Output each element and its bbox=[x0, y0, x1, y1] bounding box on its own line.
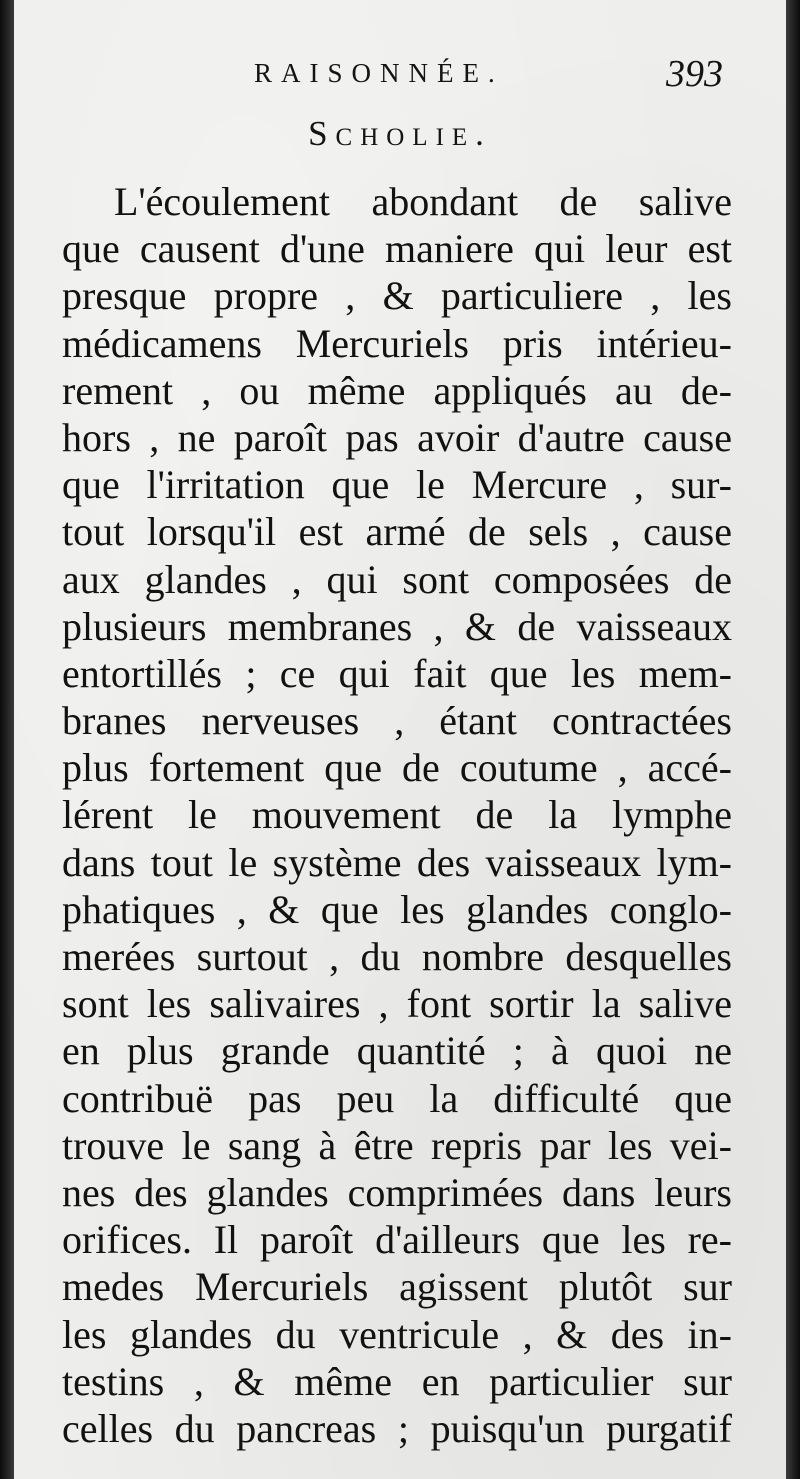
body-text bbox=[62, 178, 732, 1452]
book-page bbox=[14, 0, 786, 1479]
text-line: les glandes du ventricule , & des in- bbox=[62, 1311, 732, 1357]
running-head: RAISONNÉE. bbox=[254, 58, 504, 88]
page-gutter-right bbox=[786, 0, 800, 1479]
text-line: contribuë pas peu la difficulté que bbox=[62, 1075, 732, 1121]
text-line: en plus grande quantité ; à quoi ne bbox=[62, 1028, 732, 1074]
page-gutter-left bbox=[0, 0, 14, 1479]
text-line: entortillés ; ce qui fait que les mem- bbox=[62, 650, 732, 696]
text-line: médicamens Mercuriels pris intérieu- bbox=[62, 320, 732, 366]
text-line: trouve le sang à être repris par les vei- bbox=[62, 1122, 732, 1168]
text-line: hors , ne paroît pas avoir d'autre cause bbox=[62, 414, 732, 460]
text-line: que causent d'une maniere qui leur est bbox=[62, 226, 732, 272]
text-line: orifices. Il paroît d'ailleurs que les re- bbox=[62, 1217, 732, 1263]
text-line: branes nerveuses , étant contractées bbox=[62, 698, 732, 744]
section-title: Scholie. bbox=[308, 114, 492, 153]
text-line: testins , & même en particulier sur bbox=[62, 1358, 732, 1404]
text-line: phatiques , & que les glandes conglo- bbox=[62, 886, 732, 932]
text-line: merées surtout , du nombre desquelles bbox=[62, 934, 732, 979]
text-line: rement , ou même appliqués au de- bbox=[62, 367, 732, 413]
text-line: plusieurs membranes , & de vaisseaux bbox=[62, 603, 732, 649]
text-line: dans tout le système des vaisseaux lym- bbox=[62, 839, 732, 885]
text-line: plus fortement que de coutume , accé- bbox=[62, 745, 732, 791]
page-number: 393 bbox=[666, 53, 723, 95]
text-line: nes des glandes comprimées dans leurs bbox=[62, 1169, 732, 1215]
text-line: lérent le mouvement de la lymphe bbox=[62, 792, 732, 838]
text-line: L'écoulement abondant de salive bbox=[114, 179, 732, 224]
page-header bbox=[14, 52, 786, 102]
text-line: sont les salivaires , font sortir la salive bbox=[62, 981, 732, 1027]
text-line: presque propre , & particuliere , les bbox=[62, 273, 732, 319]
text-line: medes Mercuriels agissent plutôt sur bbox=[62, 1264, 732, 1310]
text-line: celles du pancreas ; puisqu'un purgatif bbox=[62, 1405, 732, 1451]
text-line: aux glandes , qui sont composées de bbox=[62, 556, 732, 602]
text-line: tout lorsqu'il est armé de sels , cause bbox=[62, 509, 732, 555]
text-line: que l'irritation que le Mercure , sur- bbox=[62, 462, 732, 508]
